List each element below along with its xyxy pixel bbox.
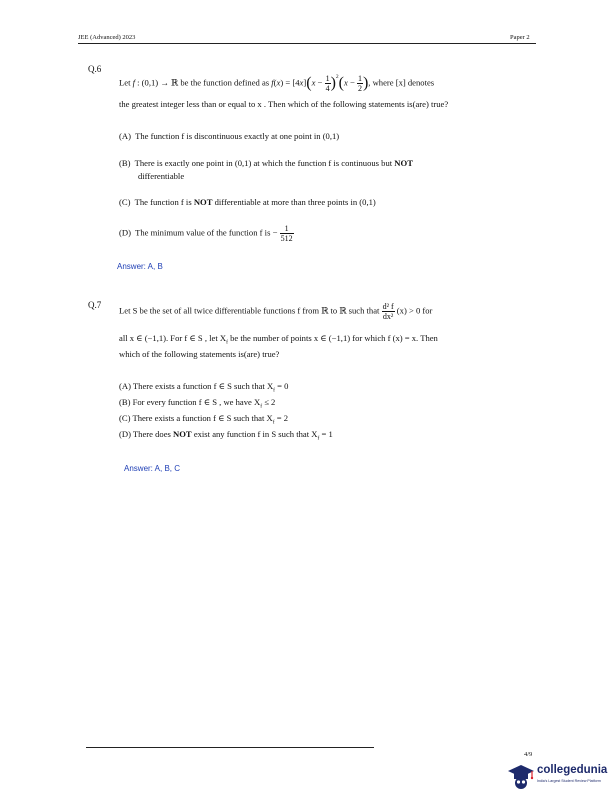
header-exam-title: JEE (Advanced) 2023 (78, 34, 136, 41)
q6-option-a (119, 131, 339, 141)
q7-line3: which of the following statements is(are) true? (119, 349, 280, 359)
q7-frac-den: dx² (382, 312, 394, 321)
brand-name: collegedunia (537, 764, 608, 776)
q7-option-a-text: (A) There exists a function f ∈ S such that X (119, 381, 274, 391)
q6-line1-mid: be the function defined as (180, 77, 270, 88)
q6-number: Q.6 (88, 64, 102, 74)
q6-option-d (119, 224, 294, 243)
q6-option-d-num: 1 (280, 224, 294, 234)
q7-option-c-text: (C) There exists a function f ∈ S such that X (119, 413, 273, 423)
q7-line2 (119, 333, 438, 346)
q6-option-d-label: (D) (119, 227, 131, 238)
q6-line1-suffix: , where [x] denotes (368, 77, 435, 88)
q7-option-d-not: NOT (173, 429, 192, 439)
q7-line2-end: be the number of points x ∈ (−1,1) for which f (x) = x. Then (227, 333, 438, 343)
q6-line2: the greatest integer less than or equal to x . Then which of the following statements is(are) true? (119, 99, 449, 109)
q6-option-b-text: There is exactly one point in (0,1) at which the function f is continuous but (134, 158, 393, 168)
q6-option-b-not: NOT (394, 158, 413, 168)
q7-line2-text: all x ∈ (−1,1). For f ∈ S , let X (119, 333, 227, 343)
q7-line1 (119, 302, 432, 321)
q7-option-c-sub: f (272, 419, 275, 426)
q7-option-d (119, 429, 333, 442)
brand-tagline: India's Largest Student Review Platform (537, 779, 601, 783)
q6-line1-prefix: Let (119, 77, 131, 88)
q7-option-a (119, 381, 288, 394)
q6-line1: Let f : (0,1) → ℝ be the function defined as f(x) = [4x](x − $\frac{1}{4}$ )$^2$(x − $\frac{1}{2}$ ), where [x] denotes (119, 74, 435, 93)
q6-option-b-line2: differentiable (138, 171, 185, 181)
q7-option-d-end: = 1 (319, 429, 333, 439)
q6-option-d-den: 512 (280, 234, 293, 243)
q7-option-b-sub: f (260, 403, 263, 410)
q7-answer: Answer: A, B, C (124, 464, 181, 473)
graduate-cap-icon (504, 761, 538, 792)
q6-option-c-text2: differentiable at more than three points in (0,1) (214, 197, 376, 207)
q6-option-a-label: (A) (119, 131, 131, 141)
q7-number: Q.7 (88, 300, 102, 310)
q6-answer: Answer: A, B (117, 262, 163, 271)
q7-line1-text: Let S be the set of all twice differentiable functions f from ℝ to ℝ such that (119, 305, 380, 316)
q7-line1-end: (x) > 0 for (396, 305, 433, 316)
page-number: 4/9 (524, 751, 533, 758)
q7-frac-num: d² f (382, 302, 394, 311)
header-paper-label: Paper 2 (510, 34, 530, 41)
q6-option-d-text: The minimum value of the function f is − (135, 227, 278, 238)
q7-option-d-sub: f (317, 435, 320, 442)
q7-option-c (119, 413, 288, 426)
q7-option-b-end: ≤ 2 (262, 397, 276, 407)
q7-option-d-text2: exist any function f in S such that X (193, 429, 318, 439)
q7-line2-sub: f (226, 339, 228, 346)
footer-rule (86, 747, 374, 748)
q6-option-c-label: (C) (119, 197, 131, 207)
q6-option-b (119, 158, 413, 168)
q7-option-a-sub: f (273, 387, 276, 394)
q6-option-c-not: NOT (193, 197, 213, 207)
q6-option-b-label: (B) (119, 158, 131, 168)
q7-option-a-end: = 0 (275, 381, 289, 391)
q7-option-b (119, 397, 275, 410)
q6-option-c (119, 197, 376, 207)
q7-option-c-end: = 2 (274, 413, 288, 423)
header-rule (78, 43, 536, 44)
q7-option-b-text: (B) For every function f ∈ S , we have X (119, 397, 261, 407)
q7-option-d-text: (D) There does (119, 429, 171, 439)
q6-option-c-text: The function f is (134, 197, 192, 207)
q6-option-a-text: The function f is discontinuous exactly at one point in (0,1) (135, 131, 340, 141)
